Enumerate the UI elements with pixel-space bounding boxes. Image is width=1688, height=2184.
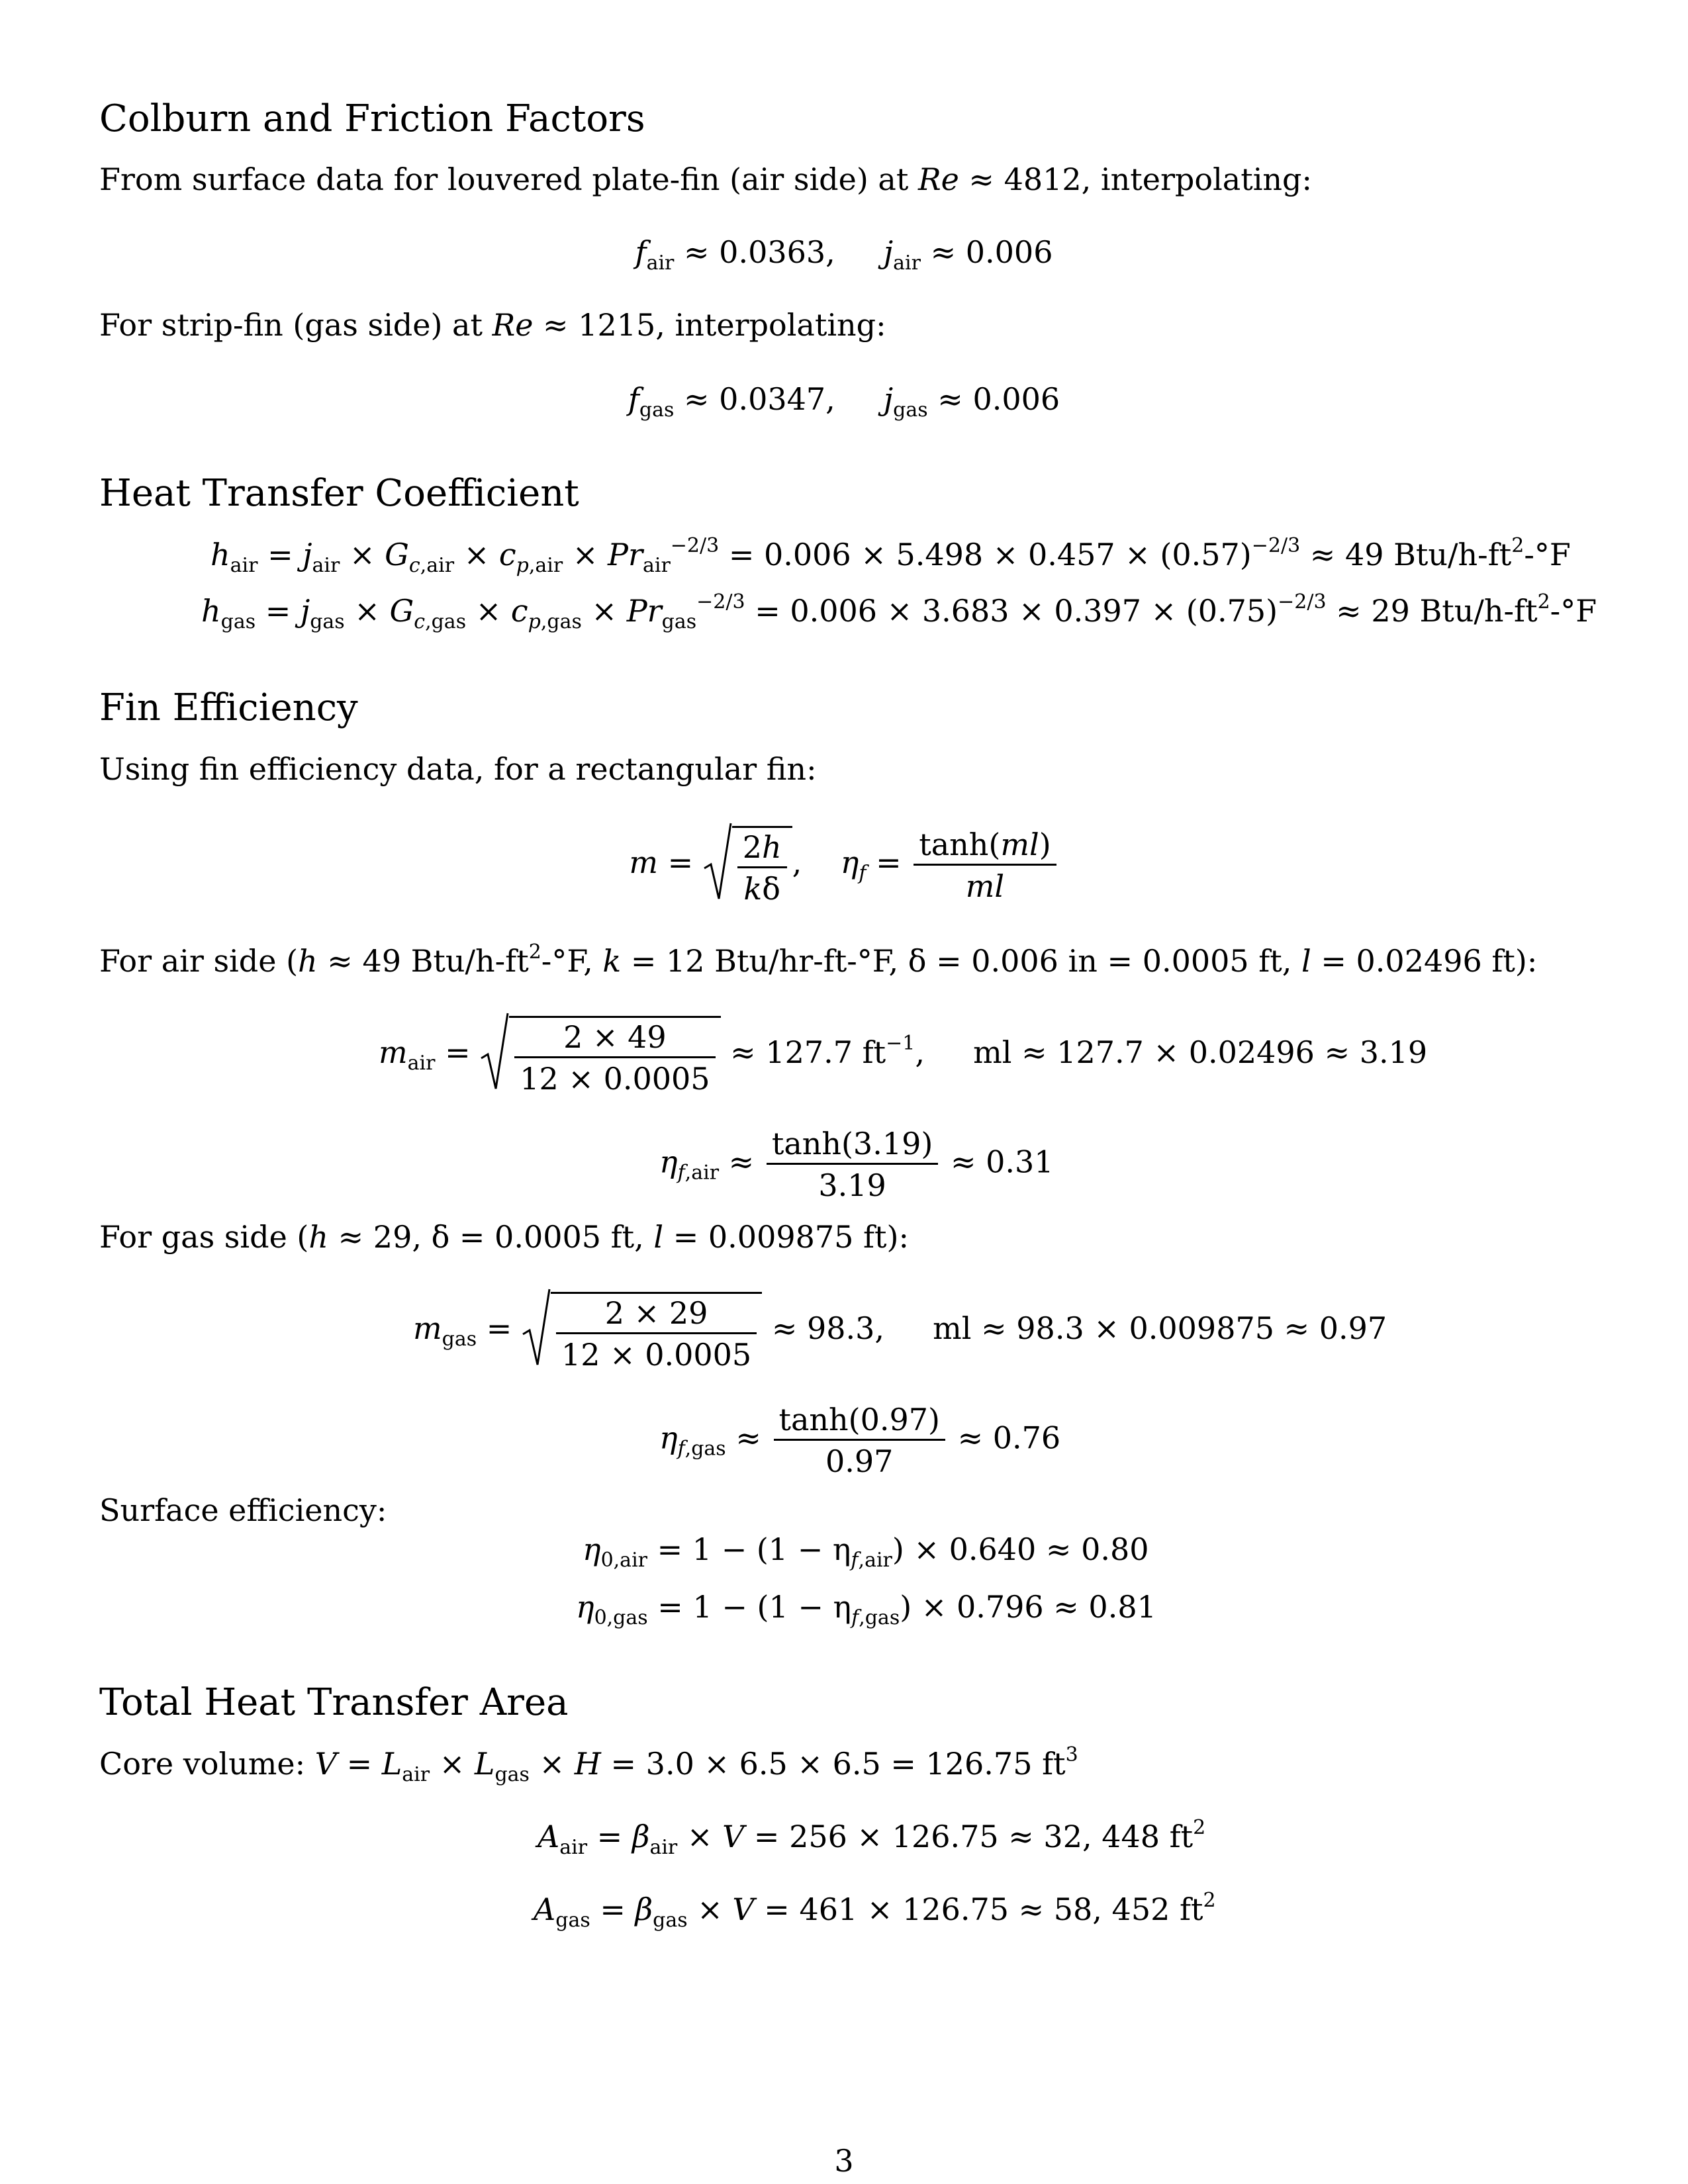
fin-intro: Using fin efficiency data, for a rectangular fin: [99,751,817,787]
surface-efficiency-label: Surface efficiency: [99,1492,387,1528]
section-heading-htc: Heat Transfer Coefficient [99,472,579,515]
gas-side-parameters: For gas side (h ≈ 29, δ = 0.0005 ft, l = 0.009875 ft): [99,1219,909,1255]
page-number: 3 [834,2143,854,2179]
eta-air-equation: $\eta_{f,air}$ ≈ $\frac{\tanh(3.19)}{3.19}$ ≈ 0.31 [659,1126,1054,1203]
a-air-equation: $A_{air} = \beta_{air} \times V = 256 \times 126.75 \approx 32$, 448 $ft^2$ [538,1816,1206,1859]
air-side-parameters: For air side (h ≈ 49 Btu/$h-ft^2-^\circ F$, k = 12 Btu/hr-ft-°F, δ = 0.006 in = 0.0005 ft, l = 0.02496 ft): [99,940,1538,979]
section-heading-colburn: Colburn and Friction Factors [99,97,645,140]
section-heading-fin: Fin Efficiency [99,686,358,729]
air-factors-equation: $f_{air} \approx 0.0363$, $j_{air} \approx 0.006$ [635,234,1053,275]
m-air-equation: $m_{air}$ = $\frac{2 \times 49}{12 \times 0.0005}$ ≈ 127.7 $ft^{-1}$, ml ≈ 127.7 × 0.02496 ≈ 3.19 [379,1016,1427,1094]
section-heading-area: Total Heat Transfer Area [99,1681,569,1724]
core-volume: Core volume: $V = L_{air} \times L_{gas} \times H = 3.0 \times 6.5 \times 6.5 = 126.75$ $ft^3$ [99,1743,1078,1786]
m-gas-equation: $m_{gas}$ = $\frac{2 \times 29}{12 \times 0.0005}$ ≈ 98.3, ml ≈ 98.3 × 0.009875 ≈ 0.97 [413,1292,1387,1370]
h-gas-equation: $h_{gas} = j_{gas} \times G_{c,gas} \times c_{p,gas} \times Pr_{gas}^{-2/3} = 0.006 \times 3.683 \times 0.397 \times (0.75)^{-2/3} \approx 29$ Btu/$h-ft^2-^\circ F$ [201,590,1597,633]
eta-gas-equation: $\eta_{f,gas}$ ≈ $\frac{\tanh(0.97)}{0.97}$ ≈ 0.76 [659,1402,1061,1479]
h-air-equation: $h_{air} = j_{air} \times G_{c,air} \times c_{p,air} \times Pr_{air}^{-2/3} = 0.006 \times 5.498 \times 0.457 \times (0.57)^{-2/3} \approx 49$ Btu/$h-ft^2-^\circ F$ [211,534,1571,577]
sqrt-symbol: $\frac{2h}{k\delta}$ [703,826,792,904]
eta0-air-equation: $\eta_{0,air} = 1 - (1 - \eta_{f,air}) \times 0.640 \approx 0.80$ [583,1531,1149,1572]
gas-side-intro: For strip-fin (gas side) at Re ≈ 1215, interpolating: [99,307,886,343]
gas-factors-equation: $f_{gas} \approx 0.0347$, $j_{gas} \approx 0.006$ [628,381,1060,422]
a-gas-equation: $A_{gas} = \beta_{gas} \times V = 461 \times 126.75 \approx 58$, 452 $ft^2$ [534,1889,1216,1932]
fin-definitions-equation: m = $\frac{2h}{k\delta}$ , $\eta_f$ = $\frac{\tanh(ml)}{ml}$ [0,826,1688,904]
air-side-intro: From surface data for louvered plate-fin (air side) at Re ≈ 4812, interpolating: [99,161,1312,197]
eta0-gas-equation: $\eta_{0,gas} = 1 - (1 - \eta_{f,gas}) \times 0.796 \approx 0.81$ [576,1589,1156,1629]
